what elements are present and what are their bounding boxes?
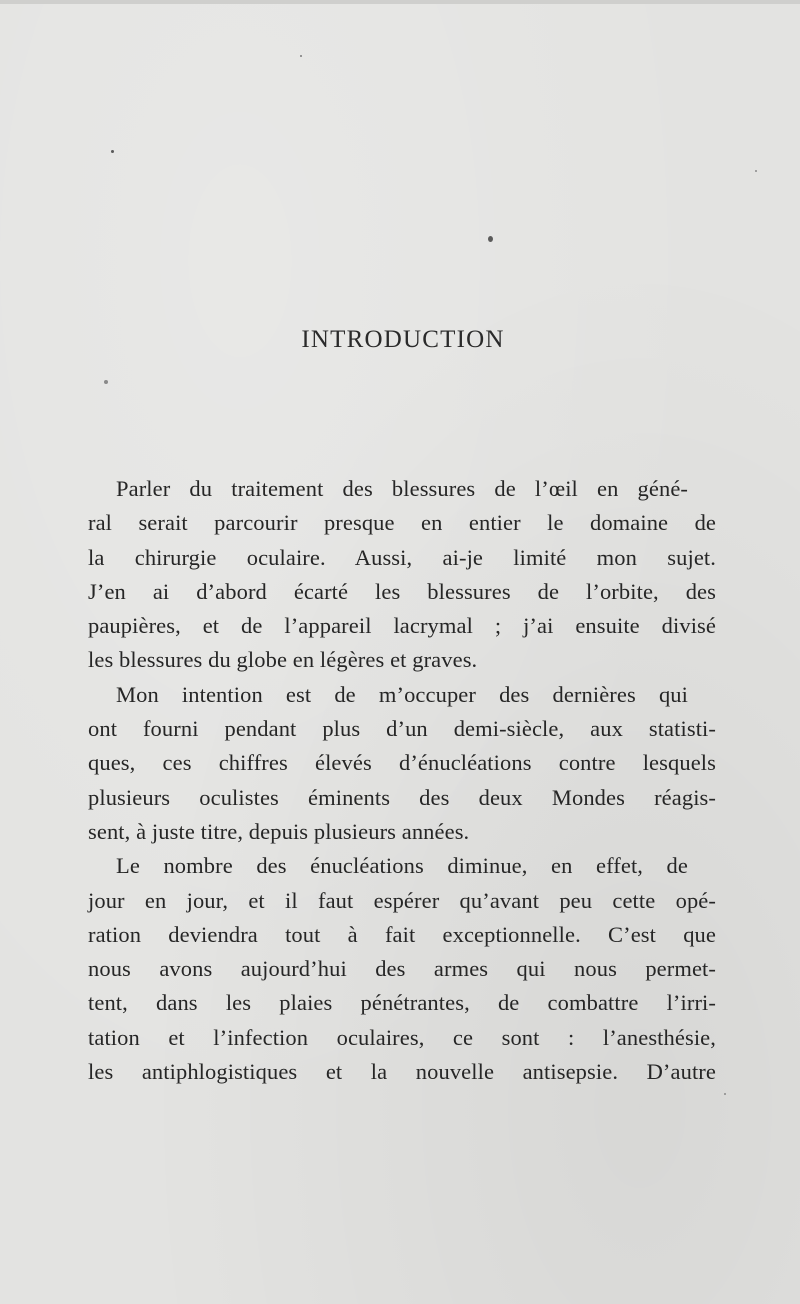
text-line: plusieurs oculistes éminents des deux Mondes réagis- bbox=[88, 784, 716, 810]
ink-speck bbox=[104, 380, 108, 384]
text-line: ral serait parcourir presque en entier le domaine de bbox=[88, 510, 716, 536]
ink-speck bbox=[300, 55, 302, 57]
text-line: ques, ces chiffres élevés d’énucléations contre lesquels bbox=[88, 750, 716, 776]
paragraph bbox=[88, 472, 716, 678]
text-line: Mon intention est de m’occuper des dernières qui bbox=[116, 681, 688, 707]
text-line: les blessures du globe en légères et graves. bbox=[88, 647, 478, 673]
ink-speck bbox=[488, 236, 493, 242]
paragraph bbox=[88, 678, 716, 849]
section-heading: INTRODUCTION bbox=[301, 326, 505, 353]
text-line: ont fourni pendant plus d’un demi-siècle, aux statisti- bbox=[88, 716, 716, 742]
ink-speck bbox=[755, 170, 757, 172]
page-top-edge bbox=[0, 0, 800, 4]
text-line: tation et l’infection oculaires, ce sont : l’anesthésie, bbox=[88, 1024, 716, 1050]
text-line: nous avons aujourd’hui des armes qui nous permet- bbox=[88, 956, 716, 982]
text-line: jour en jour, et il faut espérer qu’avant peu cette opé- bbox=[88, 887, 716, 913]
text-line: la chirurgie oculaire. Aussi, ai-je limité mon sujet. bbox=[88, 544, 716, 570]
text-line: Parler du traitement des blessures de l’œil en géné- bbox=[116, 476, 688, 501]
text-line: sent, à juste titre, depuis plusieurs années. bbox=[88, 818, 470, 844]
body-text bbox=[88, 472, 716, 1089]
text-line: les antiphlogistiques et la nouvelle antisepsie. D’autre bbox=[88, 1059, 716, 1085]
text-line: tent, dans les plaies pénétrantes, de combattre l’irri- bbox=[88, 990, 716, 1016]
paragraph bbox=[88, 849, 716, 1089]
text-line: Le nombre des énucléations diminue, en effet, de bbox=[116, 853, 688, 879]
text-line: paupières, et de l’appareil lacrymal ; j’ai ensuite divisé bbox=[88, 613, 716, 639]
ink-speck bbox=[724, 1093, 726, 1095]
text-line: J’en ai d’abord écarté les blessures de l’orbite, des bbox=[88, 578, 716, 604]
text-line: ration deviendra tout à fait exceptionnelle. C’est que bbox=[88, 921, 716, 947]
ink-speck bbox=[111, 150, 114, 153]
